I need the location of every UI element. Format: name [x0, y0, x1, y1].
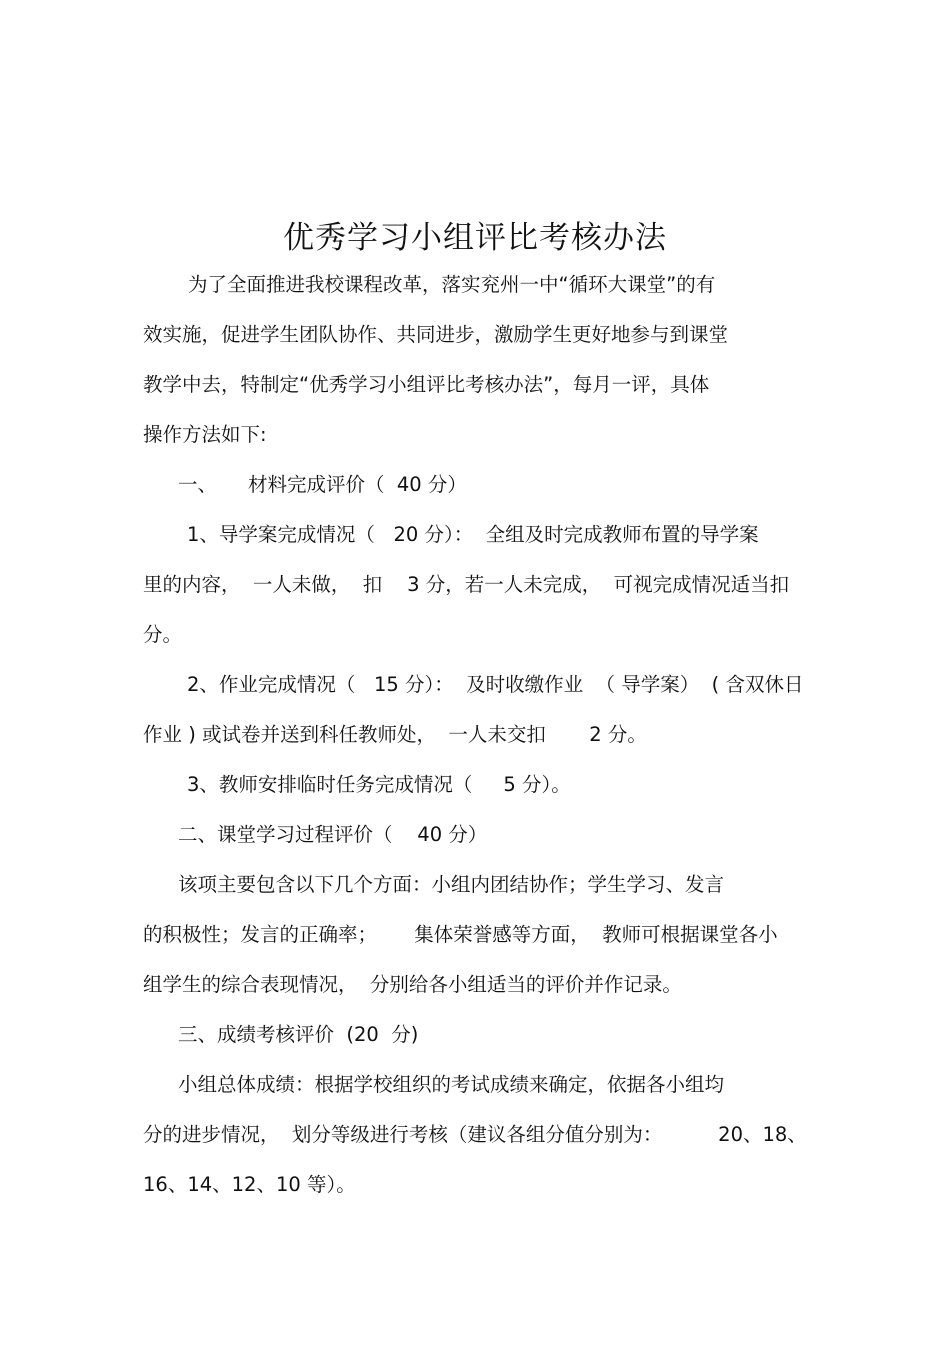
paragraph-line: 操作方法如下:	[143, 423, 267, 446]
paragraph-line: 教学中去，特制定“优秀学习小组评比考核办法”，每月一评，具体	[143, 373, 710, 396]
paragraph-line: 效实施，促进学生团队协作、共同进步，激励学生更好地参与到课堂	[143, 323, 729, 346]
paragraph-line: 的积极性；发言的正确率； 集体荣誉感等方面， 教师可根据课堂各小	[143, 923, 778, 946]
paragraph-line: 16、14、12、10 等）。	[143, 1173, 356, 1196]
paragraph-line: 为了全面推进我校课程改革，落实兖州一中“循环大课堂”的有	[188, 273, 716, 296]
paragraph-line: 2、作业完成情况（ 15 分）： 及时收缴作业 （ 导学案） ( 含双休日	[187, 673, 804, 696]
paragraph-line: 组学生的综合表现情况， 分别给各小组适当的评价并作记录。	[143, 973, 682, 996]
document-title: 优秀学习小组评比考核办法	[283, 220, 667, 256]
paragraph-line: 分。	[143, 623, 183, 646]
paragraph-line: 分的进步情况， 划分等级进行考核（建议各组分值分别为： 20、18、	[143, 1123, 807, 1146]
paragraph-line: 该项主要包含以下几个方面：小组内团结协作；学生学习、发言	[178, 873, 725, 896]
section-heading: 二、课堂学习过程评价（ 40 分）	[178, 823, 488, 846]
paragraph-line: 3、教师安排临时任务完成情况（ 5 分）。	[187, 773, 571, 796]
paragraph-line: 作业 ) 或试卷并送到科任教师处， 一人未交扣 2 分。	[143, 723, 647, 746]
paragraph-line: 1、导学案完成情况（ 20 分）： 全组及时完成教师布置的导学案	[187, 523, 759, 546]
paragraph-line: 里的内容， 一人未做， 扣 3 分，若一人未完成， 可视完成情况适当扣	[143, 573, 790, 596]
paragraph-line: 小组总体成绩：根据学校组织的考试成绩来确定，依据各小组均	[178, 1073, 725, 1096]
section-heading: 一、 材料完成评价（ 40 分）	[178, 473, 467, 496]
section-heading: 三、成绩考核评价 (20 分)	[178, 1023, 419, 1046]
